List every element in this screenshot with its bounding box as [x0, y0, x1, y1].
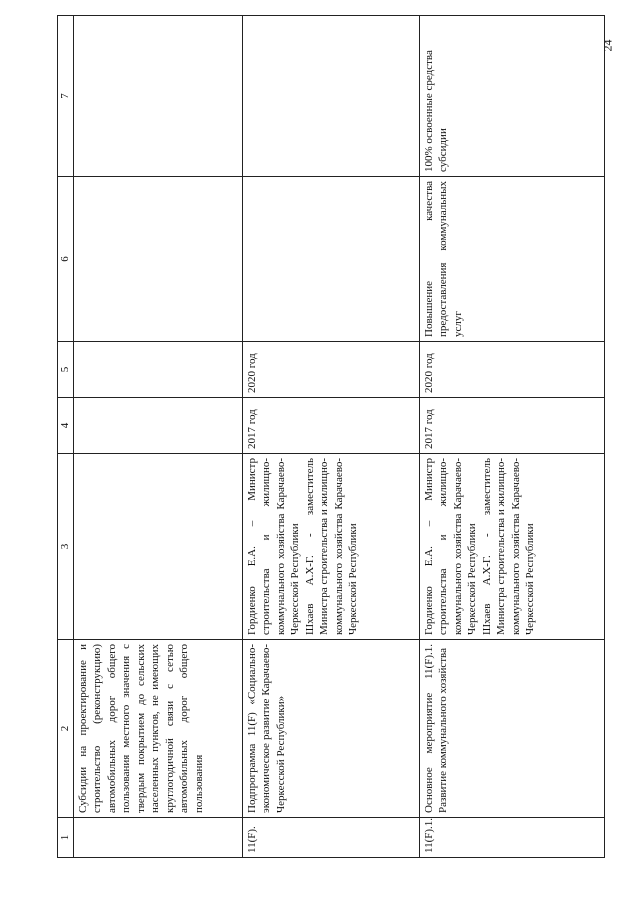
activity-name-cell: Основное мероприятие 11(F).1. Развитие коммунального хозяйства	[419, 640, 604, 818]
header-cell-1: 1	[58, 818, 74, 858]
responsible-cell	[242, 454, 419, 640]
responsible-cell	[73, 454, 242, 640]
header-cell-2: 2	[58, 640, 74, 818]
table-header-row	[58, 16, 74, 858]
expected-result-cell: Повышение качества предоставления коммунальных услуг	[419, 177, 604, 342]
header-cell-4: 4	[58, 398, 74, 454]
end-year-cell: 2020 год	[419, 342, 604, 398]
end-year-cell	[73, 342, 242, 398]
responsible-cell	[419, 454, 604, 640]
expected-result-cell	[73, 177, 242, 342]
header-cell-6: 6	[58, 177, 74, 342]
row-number-cell: 11(F).	[242, 818, 419, 858]
responsible-minister: Гордиенко Е.А. – Министр строительства и жилищно-коммунального хозяйства Карачаево-Черкесской Республики	[245, 458, 302, 635]
program-table	[57, 15, 605, 858]
rotated-table-wrapper	[57, 16, 597, 858]
start-year-cell: 2017 год	[242, 398, 419, 454]
responsible-deputy: Шхаев А.Х-Г. - заместитель Министра строительства и жилищно-коммунального хозяйства Карачаево-Черкесской Республики	[480, 458, 537, 635]
table-row	[419, 16, 604, 858]
start-year-cell: 2017 год	[419, 398, 604, 454]
table-container	[57, 16, 597, 858]
indicator-cell	[242, 16, 419, 177]
table-row	[242, 16, 419, 858]
expected-result-cell	[242, 177, 419, 342]
page-number: 24	[600, 39, 615, 52]
header-cell-7: 7	[58, 16, 74, 177]
end-year-cell: 2020 год	[242, 342, 419, 398]
activity-name-cell: Подпрограмма 11(F) «Социально-экономическое развитие Карачаево-Черкесской Республики»	[242, 640, 419, 818]
row-number-cell: 11(F).1.	[419, 818, 604, 858]
responsible-deputy: Шхаев А.Х-Г. - заместитель Министра строительства и жилищно-коммунального хозяйства Карачаево-Черкесской Республики	[303, 458, 360, 635]
activity-name-cell: Субсидии на проектирование и строительство (реконструкцию) автомобильных дорог общего пользования местного значения с твердым покрытием до сельских населенных пунктов, не имеющих круглогодичной связи с сетью автомобильных дорог общего пользования	[73, 640, 242, 818]
indicator-cell: 100% освоенные средства субсидии	[419, 16, 604, 177]
start-year-cell	[73, 398, 242, 454]
indicator-cell	[73, 16, 242, 177]
row-number-cell	[73, 818, 242, 858]
header-cell-5: 5	[58, 342, 74, 398]
responsible-minister: Гордиенко Е.А. – Министр строительства и жилищно-коммунального хозяйства Карачаево-Черкесской Республики	[422, 458, 479, 635]
header-cell-3: 3	[58, 454, 74, 640]
table-row	[73, 16, 242, 858]
